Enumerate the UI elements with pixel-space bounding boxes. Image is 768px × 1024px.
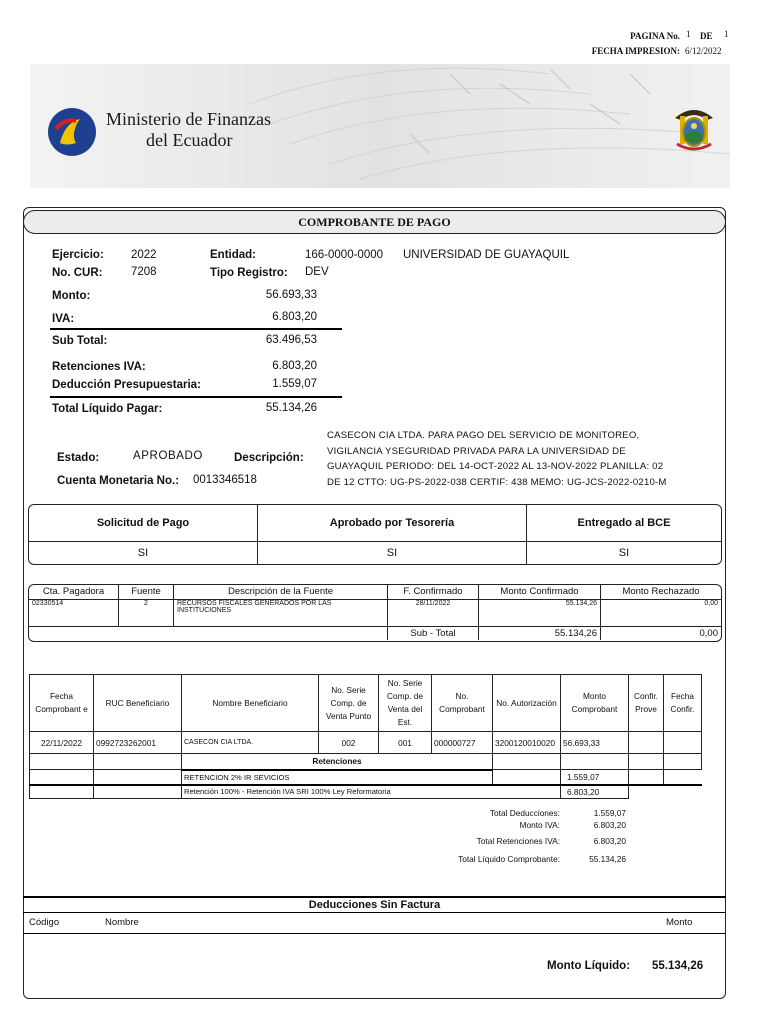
tipo-registro-label: Tipo Registro: xyxy=(210,267,288,279)
fecha-confir-cell xyxy=(664,732,702,754)
descripcion-line: DE 12 CTTO: UG-PS-2022-038 CERTIF: 438 MEMO: UG-JCS-2022-0210-M xyxy=(327,476,667,488)
monto-value: 56.693,33 xyxy=(265,289,317,301)
serie-punto-header: No. Serie Comp. de Venta Punto xyxy=(319,675,379,732)
ruc-cell: 0992723262001 xyxy=(94,732,182,754)
subtotal-rechazado: 0,00 xyxy=(699,627,718,639)
aprobado-header: Aprobado por Tesorería xyxy=(258,505,527,542)
cuenta-value: 0013346518 xyxy=(193,474,257,486)
solicitud-header: Solicitud de Pago xyxy=(29,505,258,542)
deducciones-bottom-rule xyxy=(23,933,726,934)
pagina-value: 1 xyxy=(686,29,691,39)
monto-header: Monto xyxy=(666,917,693,928)
cuenta-label: Cuenta Monetaria No.: xyxy=(57,475,180,487)
pagina-label: PAGINA No. xyxy=(630,31,680,41)
fuente-cell: 2 xyxy=(119,599,174,626)
fuente-header: Fuente xyxy=(119,585,174,599)
total-liquido-comprobante-label: Total Líquido Comprobante: xyxy=(458,854,560,864)
entidad-code: 166-0000-0000 xyxy=(305,249,384,261)
no-comprobante-cell: 000000727 xyxy=(432,732,493,754)
estado-label: Estado: xyxy=(57,452,100,464)
cta-pagadora-header: Cta. Pagadora xyxy=(29,585,119,599)
subtotal-confirmado: 55.134,26 xyxy=(479,626,601,640)
autorizacion-cell: 3200120010020 xyxy=(493,732,561,754)
retencion-row xyxy=(30,785,702,799)
status-table xyxy=(28,504,722,565)
monto-rechazado-cell: 0,00 xyxy=(601,599,722,626)
table-row xyxy=(29,599,721,626)
fecha-confir-header: Fecha Confir. xyxy=(664,675,702,732)
fecha-impresion-label: FECHA IMPRESION: xyxy=(591,46,680,56)
serie-punto-cell: 002 xyxy=(319,732,379,754)
retenciones-heading: Retenciones xyxy=(182,754,493,770)
deduccion-label: Deducción Presupuestaria: xyxy=(52,379,201,391)
nombre-header: Nombre Beneficiario xyxy=(182,675,319,732)
f-confirmado-cell: 28/11/2022 xyxy=(388,599,479,626)
aprobado-value: SI xyxy=(258,542,527,565)
descripcion-fuente-cell: RECURSOS FISCALES GENERADOS POR LAS INSTITUCIONES xyxy=(174,599,388,626)
nombre-cell: CASECON CIA LTDA. xyxy=(182,732,319,754)
retencion-name: Retención 100% - Retención IVA SRI 100% Ley Reformatoria xyxy=(182,785,561,799)
subtotal-label: Sub Total: xyxy=(52,335,108,347)
total-row xyxy=(400,808,630,820)
entregado-value: SI xyxy=(618,547,630,559)
deducciones-top-rule xyxy=(23,896,726,898)
table-row xyxy=(30,732,702,754)
retencion-value: 6.803,20 xyxy=(561,785,629,799)
entidad-name: UNIVERSIDAD DE GUAYAQUIL xyxy=(403,249,570,261)
retencion-name: RETENCION 2% IR SEVICIOS xyxy=(182,770,493,785)
total-row xyxy=(400,836,630,854)
no-comprobante-header: No. Comprobant xyxy=(432,675,493,732)
monto-comprobante-header: Monto Comprobant xyxy=(561,675,629,732)
ejercicio-value: 2022 xyxy=(131,249,157,261)
descripcion-line: CASECON CIA LTDA. PARA PAGO DEL SERVICIO DE MONITOREO, xyxy=(327,430,640,441)
comprobante-table xyxy=(29,674,702,799)
fecha-impresion-value: 6/12/2022 xyxy=(685,46,722,56)
monto-rechazado-header: Monto Rechazado xyxy=(601,585,722,599)
tipo-registro-value: DEV xyxy=(305,266,329,278)
entidad-label: Entidad: xyxy=(210,249,256,261)
ministry-name xyxy=(106,109,271,151)
fecha-comprobante-cell: 22/11/2022 xyxy=(30,732,94,754)
totals-block xyxy=(400,808,630,868)
iva-label: IVA: xyxy=(52,313,75,325)
monto-iva-value: 6.803,20 xyxy=(593,820,626,830)
descripcion-label: Descripción: xyxy=(234,452,304,464)
fuente-table xyxy=(28,584,722,642)
ministry-line2: del Ecuador xyxy=(146,130,233,150)
ruc-header: RUC Beneficiario xyxy=(94,675,182,732)
entregado-header: Entregado al BCE xyxy=(527,505,722,542)
ejercicio-label: Ejercicio: xyxy=(52,249,104,261)
deducciones-mid-rule xyxy=(23,912,726,913)
coat-of-arms-icon xyxy=(671,104,717,156)
f-confirmado-header: F. Confirmado xyxy=(388,585,479,599)
codigo-header: Código xyxy=(29,917,60,928)
total-deducciones-label: Total Deducciones: xyxy=(489,808,560,818)
deducciones-title: Deducciones Sin Factura xyxy=(308,899,441,911)
deduccion-value: 1.559,07 xyxy=(272,378,317,390)
autorizacion-header: No. Autorización xyxy=(493,675,561,732)
retencion-value: 1.559,07 xyxy=(561,770,629,785)
de-value: 1 xyxy=(724,29,729,39)
total-retenciones-value: 6.803,20 xyxy=(593,836,626,846)
descripcion-fuente-header: Descripción de la Fuente xyxy=(174,585,388,599)
serie-est-header: No. Serie Comp. de Venta del Est. xyxy=(379,675,432,732)
monto-confirmado-cell: 55.134,26 xyxy=(479,599,601,626)
total-value: 55.134,26 xyxy=(265,402,317,414)
document-title: COMPROBANTE DE PAGO xyxy=(23,210,726,234)
total-row xyxy=(400,854,630,868)
total-retenciones-label: Total Retenciones IVA: xyxy=(476,836,560,846)
descripcion-line: VIGILANCIA YSEGURIDAD PRIVADA PARA LA UNIVERSIDAD DE xyxy=(327,445,626,457)
nombre-header: Nombre xyxy=(105,917,139,928)
cta-pagadora-cell: 02330514 xyxy=(29,599,119,626)
fecha-comprobante-header: Fecha Comprobant e xyxy=(30,675,94,732)
monto-liquido-label: Monto Líquido: xyxy=(547,960,631,972)
total-rule xyxy=(50,396,342,398)
estado-value: APROBADO xyxy=(133,450,203,462)
serie-est-cell: 001 xyxy=(379,732,432,754)
monto-comprobante-cell: 56.693,33 xyxy=(561,732,629,754)
cur-value: 7208 xyxy=(131,266,157,278)
monto-liquido-value: 55.134,26 xyxy=(652,960,704,972)
monto-iva-label: Monto IVA: xyxy=(519,820,560,830)
subtotal-rule xyxy=(50,328,342,330)
total-label: Total Líquido Pagar: xyxy=(52,403,163,415)
confir-prove-header: Confir. Prove xyxy=(629,675,664,732)
ministry-line1: Ministerio de Finanzas xyxy=(106,109,271,129)
ministry-logo xyxy=(46,107,98,157)
monto-confirmado-header: Monto Confirmado xyxy=(479,585,601,599)
total-row xyxy=(400,820,630,836)
retencion-row xyxy=(30,770,702,785)
iva-value: 6.803,20 xyxy=(272,311,317,323)
total-liquido-comprobante-value: 55.134,26 xyxy=(589,854,626,864)
subtotal-value: 63.496,53 xyxy=(265,334,317,346)
confir-prove-cell xyxy=(629,732,664,754)
total-deducciones-value: 1.559,07 xyxy=(593,808,626,818)
solicitud-value: SI xyxy=(29,542,258,565)
descripcion-line: GUAYAQUIL PERIODO: DEL 14-OCT-2022 AL 13-NOV-2022 PLANILLA: 02 xyxy=(327,461,664,472)
descripcion-text xyxy=(327,428,687,490)
de-label: DE xyxy=(700,31,713,41)
cur-label: No. CUR: xyxy=(52,267,103,279)
ret-iva-label: Retenciones IVA: xyxy=(52,361,146,373)
ret-iva-value: 6.803,20 xyxy=(272,360,317,372)
subtotal-fuente-label: Sub - Total xyxy=(388,626,479,640)
monto-label: Monto: xyxy=(52,290,91,302)
